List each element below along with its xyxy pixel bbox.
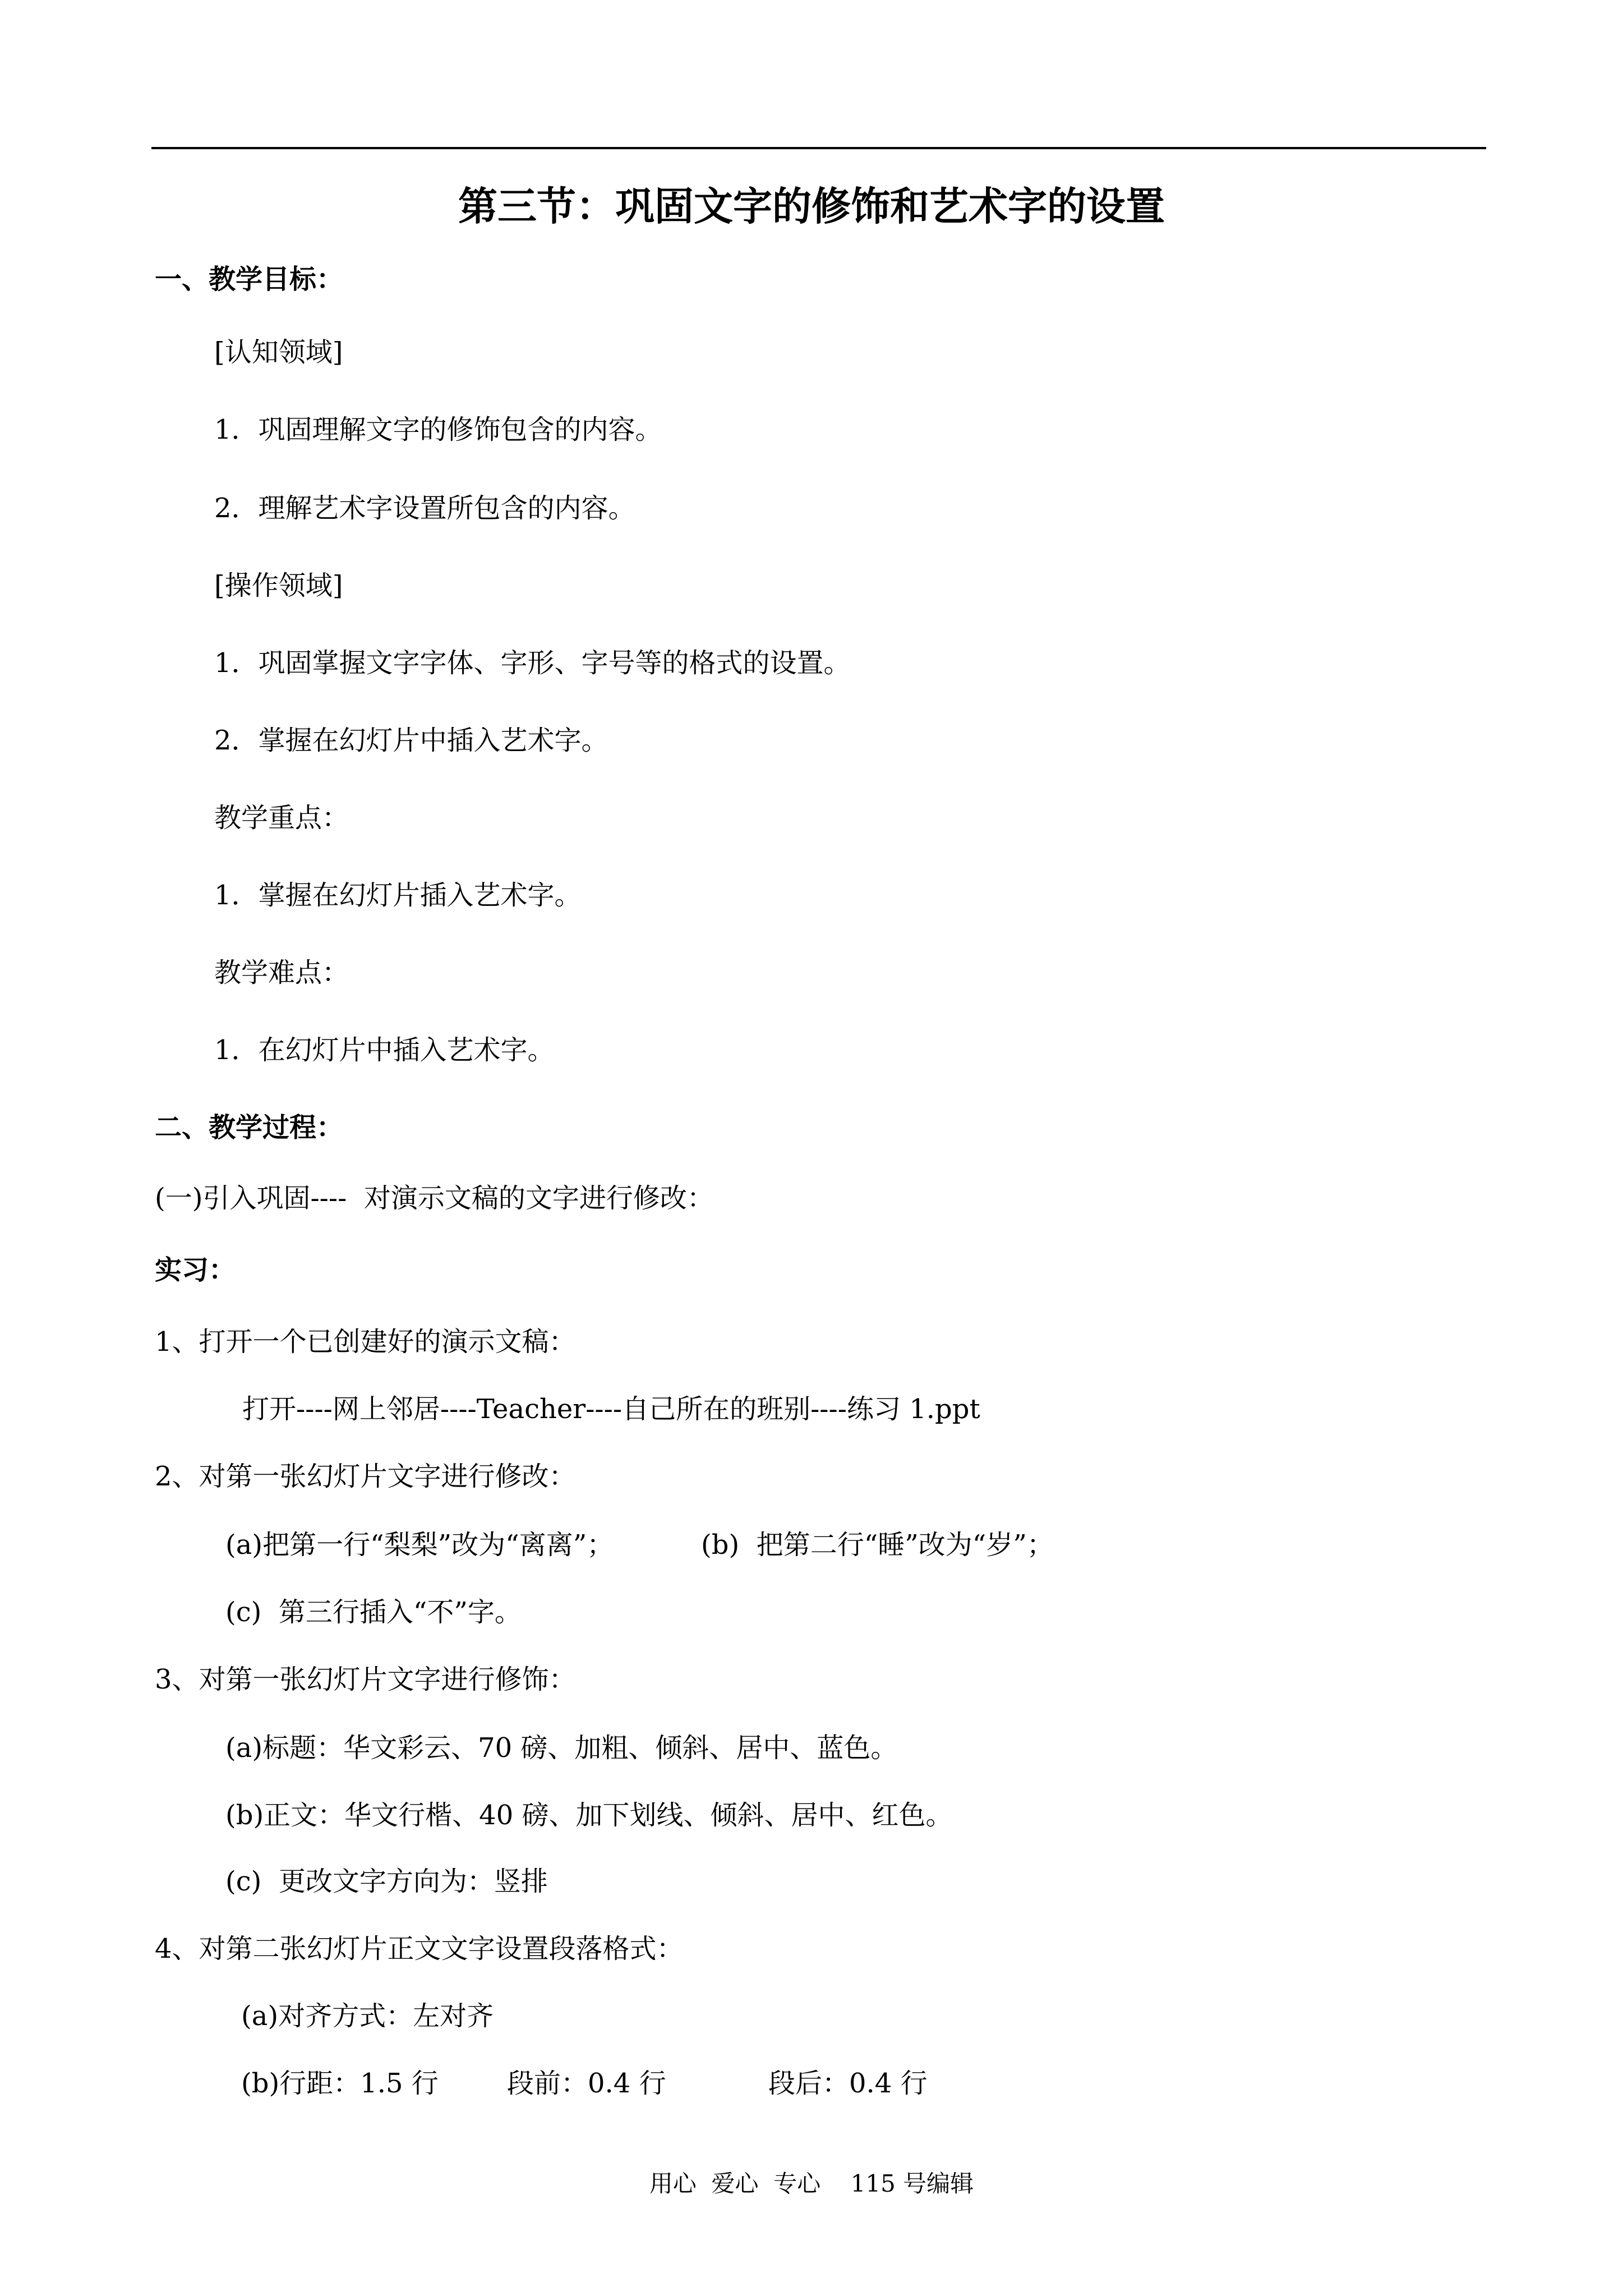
task-detail: 打开----网上邻居----Teacher----自己所在的班别----练习 1.ppt (242, 1393, 980, 1425)
list-item: 2．掌握在幻灯片中插入艺术字。 (214, 725, 608, 756)
task-detail: (b) 把第二行“睡”改为“岁”； (701, 1529, 1054, 1561)
list-item: 1．在幻灯片中插入艺术字。 (214, 1034, 555, 1066)
task-item: 2、对第一张幻灯片文字进行修改： (155, 1461, 576, 1492)
task-detail: (a)把第一行“梨梨”改为“离离”； (225, 1529, 614, 1561)
task-detail: 段前：0.4 行 (507, 2068, 666, 2099)
subheading-cognitive: [认知领域] (214, 337, 343, 368)
task-item: 3、对第一张幻灯片文字进行修饰： (155, 1664, 576, 1695)
task-detail: (c) 第三行插入“不”字。 (225, 1596, 522, 1628)
task-detail: (c) 更改文字方向为：竖排 (225, 1866, 548, 1897)
task-detail: 段后：0.4 行 (768, 2068, 928, 2099)
task-detail: (a)标题：华文彩云、70 磅、加粗、倾斜、居中、蓝色。 (225, 1732, 898, 1764)
list-item: 1．掌握在幻灯片插入艺术字。 (214, 880, 582, 911)
subheading-difficulty: 教学难点： (214, 957, 349, 988)
task-detail: (a)对齐方式：左对齐 (241, 2000, 494, 2032)
section-heading-objectives: 一、教学目标： (155, 264, 344, 295)
subheading-key-point: 教学重点： (214, 802, 349, 834)
list-item: 1．巩固掌握文字字体、字形、字号等的格式的设置。 (214, 647, 851, 679)
paragraph: (一)引入巩固---- 对演示文稿的文字进行修改： (155, 1182, 714, 1214)
task-detail: (b)正文：华文行楷、40 磅、加下划线、倾斜、居中、红色。 (225, 1800, 953, 1831)
task-item: 4、对第二张幻灯片正文文字设置段落格式： (155, 1933, 684, 1964)
page-title: 第三节：巩固文字的修饰和艺术字的设置 (458, 183, 1165, 229)
page-footer: 用心 爱心 专心 115 号编辑 (649, 2170, 974, 2197)
list-item: 1．巩固理解文字的修饰包含的内容。 (214, 414, 662, 445)
header-rule (151, 147, 1486, 149)
section-heading-process: 二、教学过程： (155, 1112, 344, 1143)
task-item: 1、打开一个已创建好的演示文稿： (155, 1326, 576, 1358)
list-item: 2．理解艺术字设置所包含的内容。 (214, 493, 635, 524)
subheading-practice: 实习： (155, 1254, 236, 1286)
subheading-operation: [操作领域] (214, 570, 343, 601)
task-detail: (b)行距：1.5 行 (241, 2068, 439, 2099)
